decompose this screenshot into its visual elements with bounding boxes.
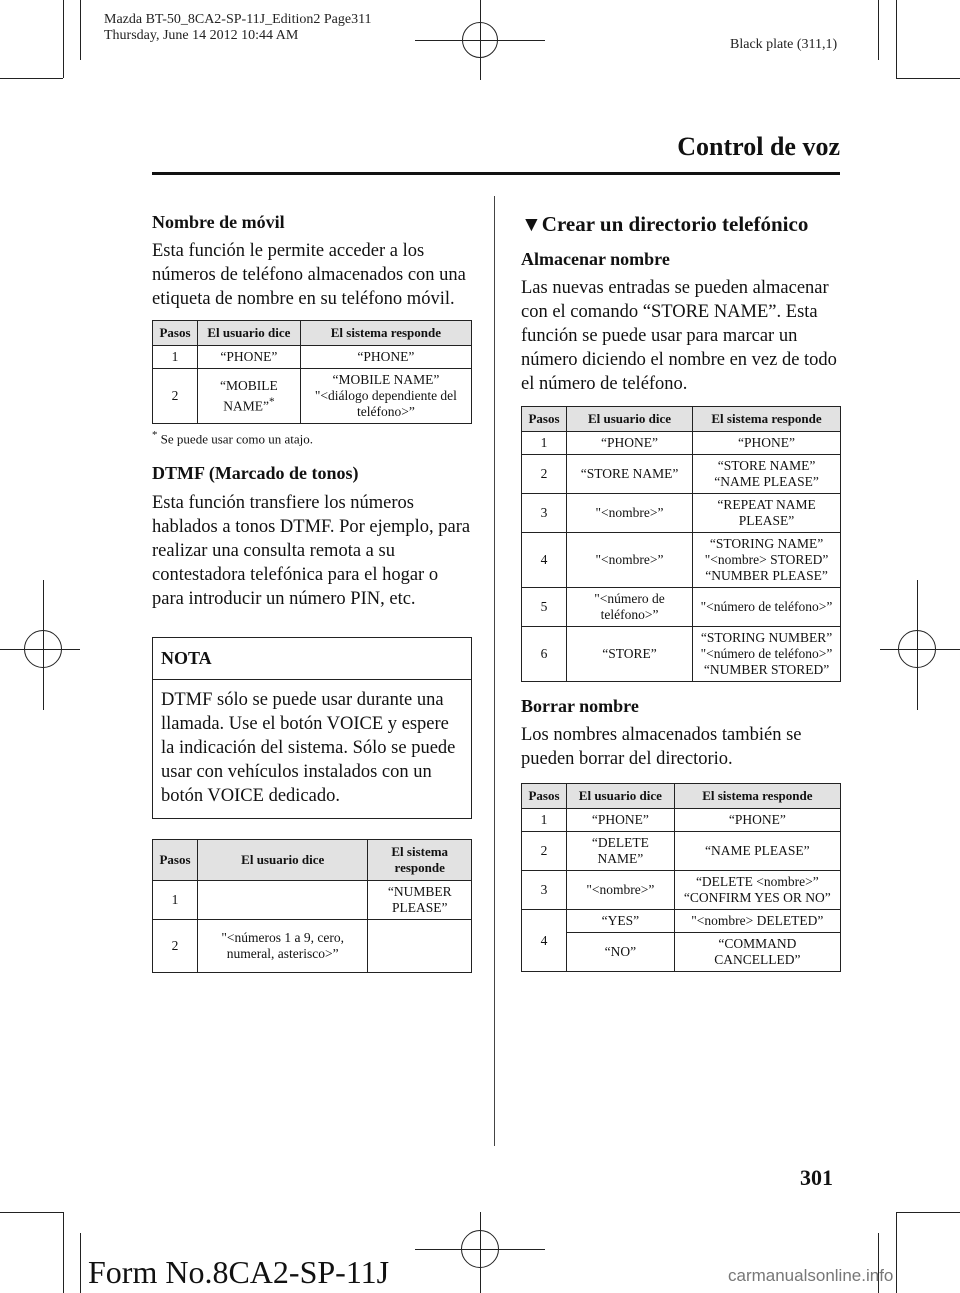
table-row xyxy=(522,933,841,972)
directorio-heading xyxy=(521,212,841,237)
crop-mark xyxy=(80,0,81,60)
system-cell xyxy=(693,627,841,682)
step-cell: 2 xyxy=(522,455,567,494)
watermark: carmanualsonline.info xyxy=(728,1266,894,1285)
system-line: “STORING NUMBER” xyxy=(700,630,833,645)
triangle-down-icon: ▼ xyxy=(521,212,542,236)
table-row xyxy=(522,871,841,910)
right-column xyxy=(521,212,841,972)
section-title: Control de voz xyxy=(677,132,840,161)
nota-divider xyxy=(153,679,471,680)
table-row xyxy=(153,920,472,973)
nota-body: DTMF sólo se puede usar durante una llamada. Use el botón VOICE y espere la indicación del sistema. Sólo se puede usar con vehículos instalados con un botón VOICE dedicado. xyxy=(161,690,456,807)
system-line: "<nombre> DELETED” xyxy=(691,913,824,928)
user-cell: “STORE NAME” xyxy=(567,455,693,494)
left-column xyxy=(152,212,472,973)
registration-line xyxy=(415,1249,545,1250)
footnote-text: Se puede usar como un atajo. xyxy=(160,431,314,447)
table-row xyxy=(522,588,841,627)
table-row xyxy=(522,832,841,871)
crop-mark xyxy=(0,78,63,79)
table-row xyxy=(522,809,841,832)
user-cell: “YES” xyxy=(567,910,675,933)
step-cell: 1 xyxy=(153,346,198,369)
system-cell xyxy=(674,832,840,871)
borrar-heading: Borrar nombre xyxy=(521,696,639,716)
user-cell-text: “MOBILE NAME” xyxy=(220,377,278,414)
crop-mark xyxy=(63,0,64,78)
system-cell xyxy=(693,533,841,588)
user-cell: "<nombre>” xyxy=(567,871,675,910)
step-cell: 4 xyxy=(522,533,567,588)
nombre-movil-table xyxy=(152,320,472,424)
system-cell xyxy=(693,455,841,494)
user-cell: “STORE” xyxy=(567,627,693,682)
registration-line xyxy=(917,580,918,710)
print-meta-line1: Mazda BT-50_8CA2-SP-11J_Edition2 Page311 xyxy=(104,12,372,27)
registration-line xyxy=(415,40,545,41)
system-cell: “PHONE” xyxy=(300,346,471,369)
page-number: 301 xyxy=(800,1165,833,1190)
registration-line xyxy=(43,580,44,710)
system-line: “STORING NAME” xyxy=(709,536,824,551)
user-cell: “PHONE” xyxy=(198,346,301,369)
system-line: "<número de teléfono>” xyxy=(700,599,833,614)
nota-box xyxy=(152,637,472,819)
system-line: "<diálogo dependiente del teléfono>” xyxy=(314,388,457,419)
col-header-sistema: El sistema responde xyxy=(368,840,472,881)
registration-line xyxy=(480,1212,481,1293)
step-cell: 1 xyxy=(153,881,198,920)
borrar-table xyxy=(521,783,841,972)
almacenar-heading: Almacenar nombre xyxy=(521,249,670,269)
system-line: “DELETE <nombre>” xyxy=(695,874,819,889)
crop-mark xyxy=(896,1212,960,1213)
user-cell: “PHONE” xyxy=(567,809,675,832)
dtmf-body: Esta función transfiere los números hablados a tonos DTMF. Por ejemplo, para realizar una consulta remota a su contestadora telefónica para el hogar o para introducir un número PIN, etc. xyxy=(152,493,471,610)
dtmf-heading: DTMF (Marcado de tonos) xyxy=(152,463,359,484)
system-line: “NAME PLEASE” xyxy=(714,474,819,489)
system-line: “NUMBER PLEASE” xyxy=(705,568,828,583)
step-cell: 4 xyxy=(522,910,567,972)
col-header-pasos: Pasos xyxy=(522,407,567,432)
step-cell: 6 xyxy=(522,627,567,682)
table-row xyxy=(522,455,841,494)
system-line: “REPEAT NAME PLEASE” xyxy=(717,497,816,528)
system-line: “CONFIRM YES OR NO” xyxy=(683,890,831,905)
crop-mark xyxy=(878,0,879,60)
system-cell xyxy=(674,871,840,910)
user-cell xyxy=(198,369,301,424)
footnote xyxy=(152,429,472,447)
col-header-pasos: Pasos xyxy=(522,784,567,809)
table-row xyxy=(522,910,841,933)
system-cell xyxy=(693,494,841,533)
table-row xyxy=(153,881,472,920)
system-line: “PHONE” xyxy=(728,812,786,827)
user-cell: "<nombre>” xyxy=(567,494,693,533)
col-header-sistema: El sistema responde xyxy=(300,321,471,346)
col-header-sistema: El sistema responde xyxy=(674,784,840,809)
step-cell: 2 xyxy=(522,832,567,871)
nombre-movil-body: Esta función le permite acceder a los números de teléfono almacenados con una etiqueta de nombre en su teléfono móvil. xyxy=(152,241,466,309)
header-rule xyxy=(152,172,840,175)
column-divider xyxy=(494,196,495,1146)
system-line: “STORE NAME” xyxy=(717,458,816,473)
col-header-pasos: Pasos xyxy=(153,321,198,346)
plate-label: Black plate (311,1) xyxy=(730,37,838,52)
system-cell xyxy=(674,933,840,972)
system-cell xyxy=(693,432,841,455)
form-number: Form No.8CA2-SP-11J xyxy=(88,1254,390,1290)
system-cell xyxy=(674,910,840,933)
user-cell xyxy=(198,881,368,920)
system-cell xyxy=(368,920,472,973)
step-cell: 3 xyxy=(522,494,567,533)
col-header-usuario: El usuario dice xyxy=(567,784,675,809)
footnote-marker: * xyxy=(152,429,158,441)
nombre-movil-heading: Nombre de móvil xyxy=(152,212,285,232)
almacenar-table xyxy=(521,406,841,682)
footnote-marker: * xyxy=(268,395,275,408)
table-row xyxy=(522,432,841,455)
print-meta-line2: Thursday, June 14 2012 10:44 AM xyxy=(104,28,299,43)
user-cell: "<número de teléfono>” xyxy=(567,588,693,627)
system-line: “COMMAND CANCELLED” xyxy=(714,936,801,967)
registration-line xyxy=(0,649,80,650)
system-cell xyxy=(674,809,840,832)
system-line: “MOBILE NAME” xyxy=(332,372,440,387)
step-cell: 5 xyxy=(522,588,567,627)
system-cell xyxy=(300,369,471,424)
col-header-usuario: El usuario dice xyxy=(198,840,368,881)
step-cell: 1 xyxy=(522,809,567,832)
system-cell: “NUMBER PLEASE” xyxy=(368,881,472,920)
step-cell: 2 xyxy=(153,920,198,973)
col-header-usuario: El usuario dice xyxy=(567,407,693,432)
system-line: “NUMBER STORED” xyxy=(703,662,830,677)
crop-mark xyxy=(63,1212,64,1293)
almacenar-body: Las nuevas entradas se pueden almacenar con el comando “STORE NAME”. Esta función se puede usar para marcar un número diciendo el nombre en vez de todo el número de teléfono. xyxy=(521,278,837,394)
user-cell: “NO” xyxy=(567,933,675,972)
user-cell: “PHONE” xyxy=(567,432,693,455)
dtmf-table xyxy=(152,839,472,973)
system-line: "<nombre> STORED” xyxy=(704,552,829,567)
step-cell: 2 xyxy=(153,369,198,424)
system-line: "<número de teléfono>” xyxy=(700,646,833,661)
nota-title: NOTA xyxy=(161,648,212,669)
step-cell: 1 xyxy=(522,432,567,455)
crop-mark xyxy=(896,78,960,79)
col-header-sistema: El sistema responde xyxy=(693,407,841,432)
system-line: “NAME PLEASE” xyxy=(705,843,810,858)
user-cell: "<números 1 a 9, cero, numeral, asterisco>” xyxy=(198,920,368,973)
col-header-usuario: El usuario dice xyxy=(198,321,301,346)
user-cell: "<nombre>” xyxy=(567,533,693,588)
directorio-heading-text: Crear un directorio telefónico xyxy=(541,212,809,236)
borrar-body: Los nombres almacenados también se pueden borrar del directorio. xyxy=(521,725,802,769)
crop-mark xyxy=(0,1212,63,1213)
table-row xyxy=(522,494,841,533)
user-cell: “DELETE NAME” xyxy=(567,832,675,871)
crop-mark xyxy=(80,1233,81,1293)
table-row xyxy=(522,533,841,588)
table-row xyxy=(153,346,472,369)
system-line: “PHONE” xyxy=(738,435,796,450)
table-row xyxy=(153,369,472,424)
col-header-pasos: Pasos xyxy=(153,840,198,881)
step-cell: 3 xyxy=(522,871,567,910)
system-cell xyxy=(693,588,841,627)
crop-mark xyxy=(896,0,897,78)
crop-mark xyxy=(896,1212,897,1293)
table-row xyxy=(522,627,841,682)
registration-line xyxy=(880,649,960,650)
